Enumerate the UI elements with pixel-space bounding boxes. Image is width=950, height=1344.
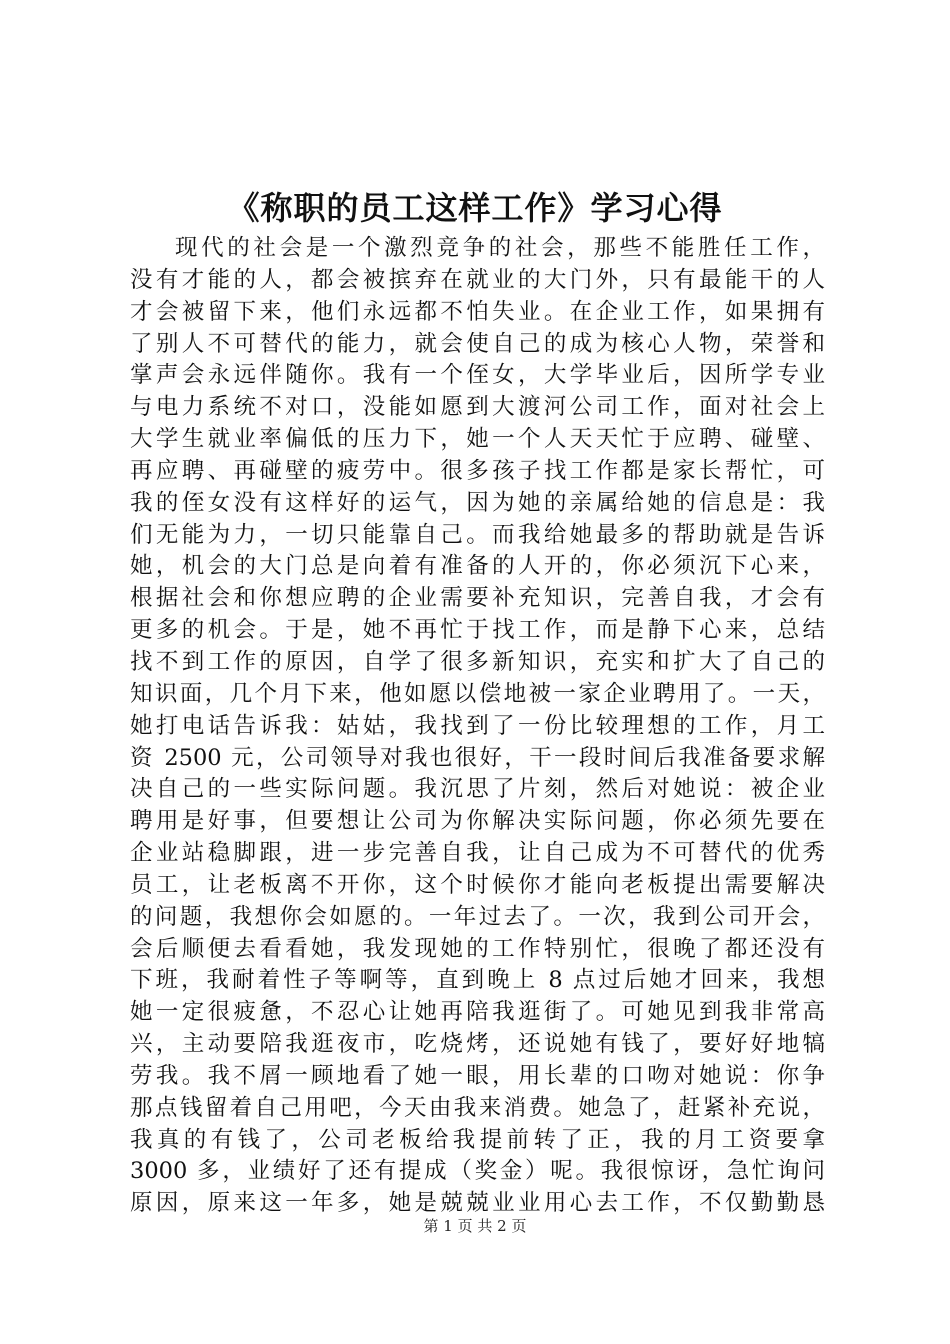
page-footer: 第 1 页 共 2 页 — [423, 1217, 527, 1235]
body-line: 企业站稳脚跟，进一步完善自我，让自己成为不可替代的优秀 — [130, 840, 825, 867]
body-line: 那点钱留着自己用吧，今天由我来消费。她急了，赶紧补充说， — [130, 1094, 825, 1121]
body-line: 没有才能的人，都会被摈弃在就业的大门外，只有最能干的人 — [130, 266, 825, 293]
document-title: 《称职的员工这样工作》学习心得 — [227, 189, 723, 227]
body-line: 我的侄女没有这样好的运气，因为她的亲属给她的信息是：我 — [130, 489, 825, 516]
body-line: 再应聘、再碰壁的疲劳中。很多孩子找工作都是家长帮忙，可 — [130, 457, 825, 484]
body-line: 我真的有钱了，公司老板给我提前转了正，我的月工资要拿 — [130, 1126, 825, 1153]
body-line: 3000 多，业绩好了还有提成（奖金）呢。我很惊讶，急忙询问 — [130, 1158, 825, 1185]
body-line: 兴，主动要陪我逛夜市，吃烧烤，还说她有钱了，要好好地犒 — [130, 1031, 825, 1058]
body-line: 她打电话告诉我：姑姑，我找到了一份比较理想的工作，月工 — [130, 712, 825, 739]
body-line: 她一定很疲惫，不忍心让她再陪我逛街了。可她见到我非常高 — [130, 999, 825, 1026]
body-line: 了别人不可替代的能力，就会使自己的成为核心人物，荣誉和 — [130, 330, 825, 357]
body-line: 会后顺便去看看她，我发现她的工作特别忙，很晚了都还没有 — [130, 935, 825, 962]
body-line: 决自己的一些实际问题。我沉思了片刻，然后对她说：被企业 — [130, 776, 825, 803]
body-line: 找不到工作的原因，自学了很多新知识，充实和扩大了自己的 — [130, 648, 825, 675]
body-line: 聘用是好事，但要想让公司为你解决实际问题，你必须先要在 — [130, 808, 825, 835]
body-line: 根据社会和你想应聘的企业需要补充知识，完善自我，才会有 — [130, 585, 825, 612]
body-line: 资 2500 元，公司领导对我也很好，干一段时间后我准备要求解 — [130, 744, 825, 771]
body-line: 劳我。我不屑一顾地看了她一眼，用长辈的口吻对她说：你争 — [130, 1062, 825, 1089]
body-line: 原因，原来这一年多，她是兢兢业业用心去工作，不仅勤勤恳 — [130, 1190, 825, 1217]
body-line: 更多的机会。于是，她不再忙于找工作，而是静下心来，总结 — [130, 617, 825, 644]
body-line: 知识面，几个月下来，他如愿以偿地被一家企业聘用了。一天， — [130, 680, 825, 707]
body-line: 她，机会的大门总是向着有准备的人开的，你必须沉下心来， — [130, 553, 825, 580]
body-line: 掌声会永远伴随你。我有一个侄女，大学毕业后，因所学专业 — [130, 362, 825, 389]
body-line: 们无能为力，一切只能靠自己。而我给她最多的帮助就是告诉 — [130, 521, 825, 548]
body-line: 大学生就业率偏低的压力下，她一个人天天忙于应聘、碰壁、 — [130, 426, 825, 453]
body-paragraph — [130, 233, 825, 1220]
body-line: 的问题，我想你会如愿的。一年过去了。一次，我到公司开会， — [130, 903, 825, 930]
body-line: 现代的社会是一个激烈竞争的社会，那些不能胜任工作， — [175, 235, 825, 261]
body-line: 下班，我耐着性子等啊等，直到晚上 8 点过后她才回来，我想 — [130, 967, 825, 994]
body-line: 与电力系统不对口，没能如愿到大渡河公司工作，面对社会上 — [130, 394, 825, 421]
body-line: 才会被留下来，他们永远都不怕失业。在企业工作，如果拥有 — [130, 298, 825, 325]
body-line: 员工，让老板离不开你，这个时候你才能向老板提出需要解决 — [130, 871, 825, 898]
